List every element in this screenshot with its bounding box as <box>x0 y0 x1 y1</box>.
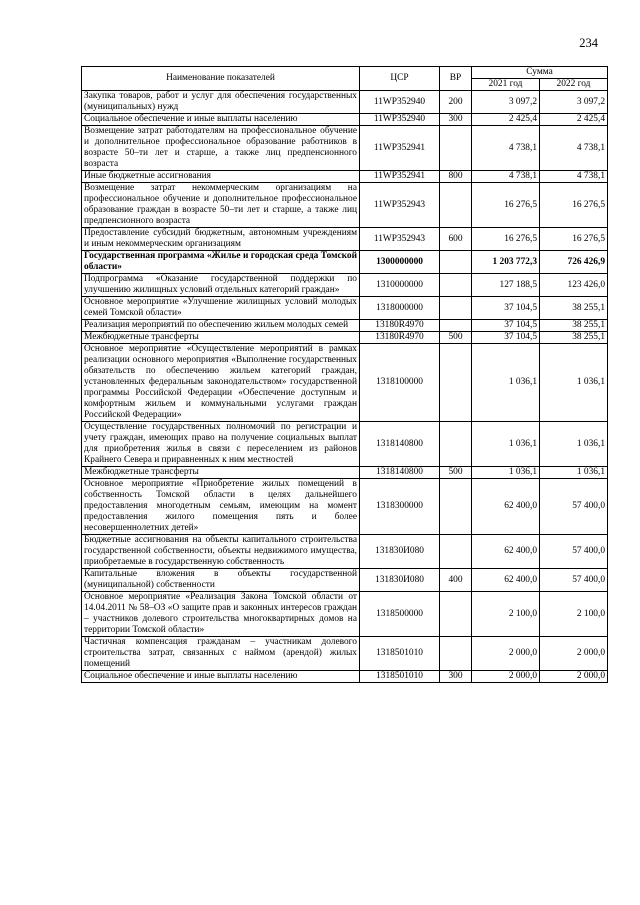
row-sum-2022: 38 255,1 <box>540 297 608 320</box>
row-vr: 500 <box>440 332 472 344</box>
row-vr <box>440 320 472 332</box>
table-row <box>82 535 608 569</box>
row-name: Социальное обеспечение и иные выплаты населению <box>82 114 360 126</box>
table-row <box>82 251 608 274</box>
row-sum-2021: 2 425,4 <box>472 114 540 126</box>
row-sum-2021: 127 188,5 <box>472 274 540 297</box>
row-name: Возмещение затрат некоммерческим организациям на профессиональное обучение и дополнительное профессиональное образование граждан в возрасте 50–ти лет и старше, а также лиц предпенсионного возраста <box>82 183 360 228</box>
row-vr: 300 <box>440 114 472 126</box>
table-row <box>82 91 608 114</box>
row-vr <box>440 297 472 320</box>
table-row <box>82 171 608 183</box>
row-sum-2022: 2 425,4 <box>540 114 608 126</box>
row-name: Подпрограмма «Оказание государственной поддержки по улучшению жилищных условий отдельных категорий граждан» <box>82 274 360 297</box>
header-year-2022: 2022 год <box>540 79 608 91</box>
row-name: Закупка товаров, работ и услуг для обеспечения государственных (муниципальных) нужд <box>82 91 360 114</box>
row-csr: 131830И080 <box>360 535 440 569</box>
row-vr: 300 <box>440 671 472 683</box>
row-vr <box>440 592 472 637</box>
row-name: Межбюджетные трансферты <box>82 332 360 344</box>
row-vr <box>440 535 472 569</box>
row-sum-2022: 16 276,5 <box>540 183 608 228</box>
row-name: Основное мероприятие «Приобретение жилых помещений в собственность Томской области в целях дальнейшего предоставления многодетным семьям, имеющим на момент предоставления жилого помещения пять и более несовершеннолетних детей» <box>82 479 360 535</box>
table-row <box>82 114 608 126</box>
row-sum-2021: 37 104,5 <box>472 332 540 344</box>
row-sum-2022: 1 036,1 <box>540 467 608 479</box>
row-sum-2021: 1 036,1 <box>472 467 540 479</box>
table-row <box>82 297 608 320</box>
table-row <box>82 183 608 228</box>
table-header-row <box>82 67 608 79</box>
header-sum: Сумма <box>472 67 608 79</box>
row-csr: 1318300000 <box>360 479 440 535</box>
row-vr: 800 <box>440 171 472 183</box>
row-vr <box>440 274 472 297</box>
row-sum-2022: 123 426,0 <box>540 274 608 297</box>
row-sum-2022: 4 738,1 <box>540 171 608 183</box>
row-sum-2021: 62 400,0 <box>472 479 540 535</box>
table-row <box>82 637 608 671</box>
table-row <box>82 228 608 251</box>
row-name: Частичная компенсация гражданам – участникам долевого строительства затрат, связанных с наймом (арендой) жилых помещений <box>82 637 360 671</box>
row-csr: 1318000000 <box>360 297 440 320</box>
row-sum-2022: 57 400,0 <box>540 535 608 569</box>
header-name: Наименование показателей <box>82 67 360 91</box>
row-name: Иные бюджетные ассигнования <box>82 171 360 183</box>
row-sum-2021: 37 104,5 <box>472 297 540 320</box>
row-vr <box>440 183 472 228</box>
row-csr: 1318100000 <box>360 344 440 422</box>
row-sum-2022: 4 738,1 <box>540 126 608 171</box>
row-sum-2022: 3 097,2 <box>540 91 608 114</box>
row-sum-2022: 2 000,0 <box>540 671 608 683</box>
row-sum-2021: 1 036,1 <box>472 422 540 467</box>
row-csr: 11WP352940 <box>360 114 440 126</box>
row-sum-2022: 1 036,1 <box>540 422 608 467</box>
header-csr: ЦСР <box>360 67 440 91</box>
row-vr <box>440 479 472 535</box>
row-sum-2022: 16 276,5 <box>540 228 608 251</box>
row-csr: 11WP352941 <box>360 126 440 171</box>
row-name: Основное мероприятие «Реализация Закона Томской области от 14.04.2011 № 58–ОЗ «О защите прав и законных интересов граждан – участников долевого строительства многоквартирных домов на территории Томской области» <box>82 592 360 637</box>
row-csr: 13180R4970 <box>360 320 440 332</box>
row-name: Государственная программа «Жилье и городская среда Томской области» <box>82 251 360 274</box>
row-sum-2022: 2 000,0 <box>540 637 608 671</box>
row-vr: 400 <box>440 569 472 592</box>
row-sum-2022: 57 400,0 <box>540 569 608 592</box>
table-row <box>82 422 608 467</box>
table-row <box>82 592 608 637</box>
row-sum-2022: 38 255,1 <box>540 320 608 332</box>
row-vr <box>440 251 472 274</box>
table-row <box>82 332 608 344</box>
table-body <box>82 91 608 683</box>
table-row <box>82 126 608 171</box>
row-name: Капитальные вложения в объекты государственной (муниципальной) собственности <box>82 569 360 592</box>
row-name: Межбюджетные трансферты <box>82 467 360 479</box>
row-csr: 13180R4970 <box>360 332 440 344</box>
row-csr: 1318500000 <box>360 592 440 637</box>
row-sum-2021: 4 738,1 <box>472 126 540 171</box>
row-sum-2021: 4 738,1 <box>472 171 540 183</box>
row-name: Возмещение затрат работодателям на профессиональное обучение и дополнительное профессиональное образование работников в возрасте 50–ти лет и старше, а также лиц предпенсионного возраста <box>82 126 360 171</box>
table-row <box>82 274 608 297</box>
row-sum-2021: 62 400,0 <box>472 569 540 592</box>
row-csr: 11WP352940 <box>360 91 440 114</box>
row-vr: 500 <box>440 467 472 479</box>
row-sum-2022: 2 100,0 <box>540 592 608 637</box>
row-name: Основное мероприятие «Улучшение жилищных условий молодых семей Томской области» <box>82 297 360 320</box>
row-name: Реализация мероприятий по обеспечению жильем молодых семей <box>82 320 360 332</box>
row-sum-2022: 57 400,0 <box>540 479 608 535</box>
header-year-2021: 2021 год <box>472 79 540 91</box>
row-csr: 131830И080 <box>360 569 440 592</box>
row-csr: 11WP352943 <box>360 183 440 228</box>
table-row <box>82 479 608 535</box>
row-csr: 11WP352943 <box>360 228 440 251</box>
row-sum-2021: 2 000,0 <box>472 671 540 683</box>
table-row <box>82 569 608 592</box>
page-number: 234 <box>579 36 598 50</box>
budget-table <box>81 66 608 683</box>
row-sum-2021: 37 104,5 <box>472 320 540 332</box>
row-sum-2021: 2 100,0 <box>472 592 540 637</box>
row-csr: 1318501010 <box>360 637 440 671</box>
row-csr: 1310000000 <box>360 274 440 297</box>
row-csr: 1318140800 <box>360 422 440 467</box>
row-sum-2021: 16 276,5 <box>472 183 540 228</box>
row-name: Социальное обеспечение и иные выплаты населению <box>82 671 360 683</box>
table-row <box>82 320 608 332</box>
row-sum-2022: 1 036,1 <box>540 344 608 422</box>
row-vr <box>440 126 472 171</box>
row-vr <box>440 422 472 467</box>
row-sum-2022: 726 426,9 <box>540 251 608 274</box>
row-name: Бюджетные ассигнования на объекты капитального строительства государственной собственности, объекты недвижимого имущества, приобретаемые в государственную собственность <box>82 535 360 569</box>
row-sum-2021: 1 036,1 <box>472 344 540 422</box>
row-sum-2021: 16 276,5 <box>472 228 540 251</box>
table-row <box>82 467 608 479</box>
row-sum-2021: 2 000,0 <box>472 637 540 671</box>
row-csr: 11WP352941 <box>360 171 440 183</box>
row-sum-2021: 3 097,2 <box>472 91 540 114</box>
row-name: Осуществление государственных полномочий по регистрации и учету граждан, имеющих право на получение социальных выплат для приобретения жилья в связи с переселением из районов Крайнего Севера и приравненных к ним местностей <box>82 422 360 467</box>
table-row <box>82 344 608 422</box>
row-sum-2021: 1 203 772,3 <box>472 251 540 274</box>
row-vr: 200 <box>440 91 472 114</box>
row-name: Предоставление субсидий бюджетным, автономным учреждениям и иным некоммерческим организациям <box>82 228 360 251</box>
row-sum-2021: 62 400,0 <box>472 535 540 569</box>
row-csr: 1318140800 <box>360 467 440 479</box>
row-vr <box>440 344 472 422</box>
row-vr <box>440 637 472 671</box>
row-csr: 1300000000 <box>360 251 440 274</box>
row-sum-2022: 38 255,1 <box>540 332 608 344</box>
header-vr: ВР <box>440 67 472 91</box>
row-vr: 600 <box>440 228 472 251</box>
table-row <box>82 671 608 683</box>
row-csr: 1318501010 <box>360 671 440 683</box>
row-name: Основное мероприятие «Осуществление мероприятий в рамках реализации основного мероприятия «Выполнение государственных обязательств по обеспечению жильем категорий граждан, установленных федеральным законодательством» государственной программы Российской Федерации «Обеспечение доступным и комфортным жильем и коммунальными услугами граждан Российской Федерации» <box>82 344 360 422</box>
